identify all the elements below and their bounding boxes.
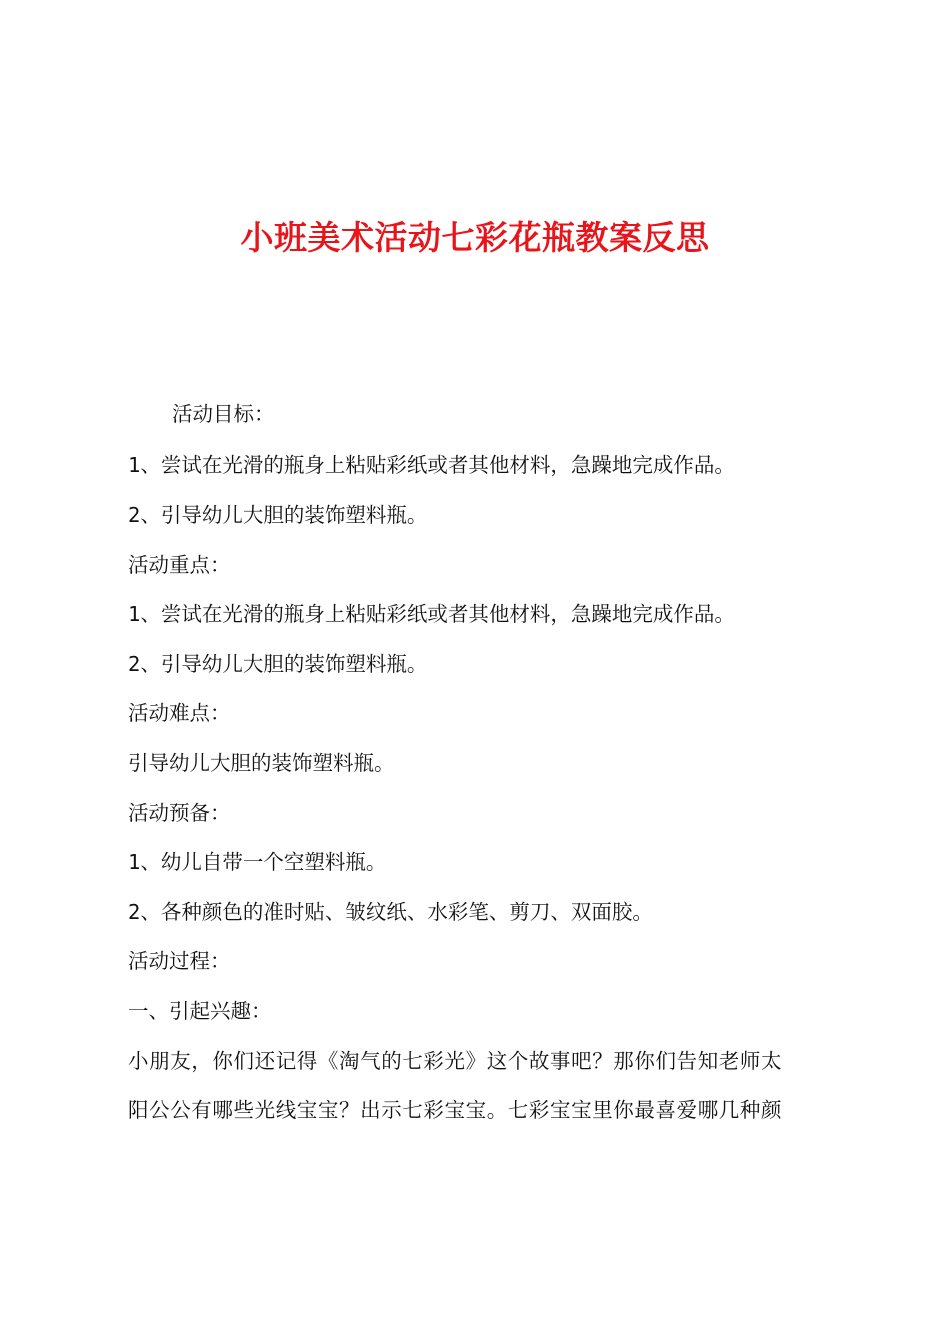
paragraph-line: 小朋友，你们还记得《淘气的七彩光》这个故事吧？那你们告知老师太 [128, 1049, 783, 1073]
section-heading-difficulties: 活动难点： [128, 701, 231, 725]
subsection-heading: 一、引起兴趣： [128, 999, 272, 1023]
section-heading-process: 活动过程： [128, 949, 231, 973]
paragraph-line: 1、幼儿自带一个空塑料瓶。 [128, 850, 387, 874]
document-title: 小班美术活动七彩花瓶教案反思 [240, 218, 710, 257]
paragraph-line: 2、各种颜色的准时贴、皱纹纸、水彩笔、剪刀、双面胶。 [128, 900, 653, 924]
paragraph-line: 2、引导幼儿大胆的装饰塑料瓶。 [128, 503, 428, 527]
section-heading-goals: 活动目标： [172, 402, 275, 426]
paragraph-line: 引导幼儿大胆的装饰塑料瓶。 [128, 751, 395, 775]
section-heading-preparation: 活动预备： [128, 801, 231, 825]
paragraph-line: 1、尝试在光滑的瓶身上粘贴彩纸或者其他材料，急躁地完成作品。 [128, 602, 735, 626]
section-heading-key-points: 活动重点： [128, 553, 231, 577]
paragraph-line: 2、引导幼儿大胆的装饰塑料瓶。 [128, 652, 428, 676]
paragraph-line: 1、尝试在光滑的瓶身上粘贴彩纸或者其他材料，急躁地完成作品。 [128, 453, 735, 477]
paragraph-line: 阳公公有哪些光线宝宝？出示七彩宝宝。七彩宝宝里你最喜爱哪几种颜 [128, 1098, 783, 1122]
